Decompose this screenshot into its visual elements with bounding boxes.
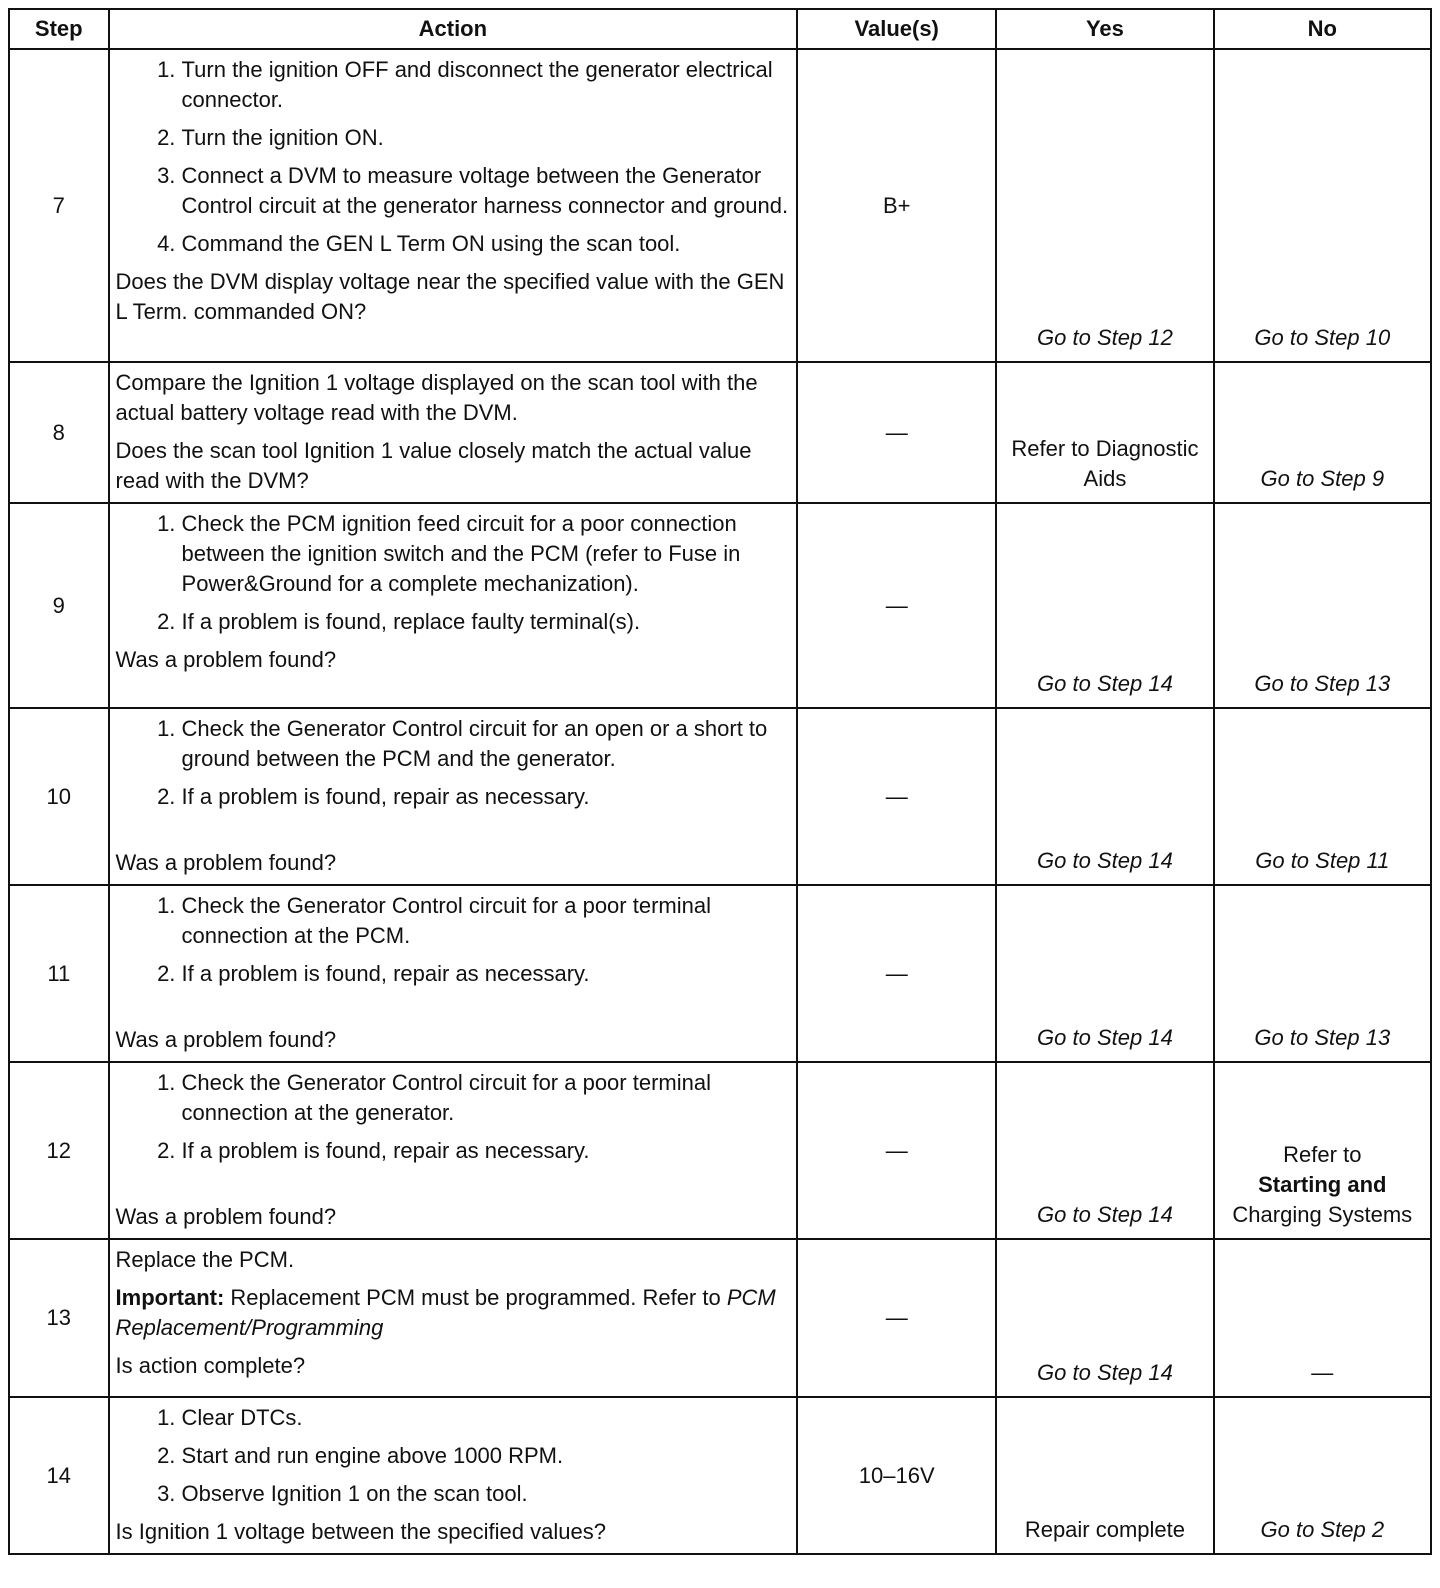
action-step: 1. Check the Generator Control circuit for an open or a short to ground between the PCM and the generator.: [182, 714, 791, 774]
header-action: Action: [109, 9, 798, 49]
no-refer-prefix: Refer to: [1283, 1142, 1362, 1167]
table-row: [9, 708, 1431, 885]
step-number: 13: [9, 1239, 109, 1397]
action-step: 1. Turn the ignition OFF and disconnect the generator electrical connector.: [182, 55, 791, 115]
action-cell: [109, 503, 798, 708]
value-cell: —: [797, 1239, 996, 1397]
yes-cell: Go to Step 14: [996, 885, 1213, 1062]
action-steps: [116, 55, 791, 259]
table-row: [9, 1239, 1431, 1397]
action-question: Is action complete?: [115, 1353, 306, 1378]
action-step: 2. Turn the ignition ON.: [182, 123, 791, 153]
action-steps: [116, 714, 791, 812]
important-label: Important:: [115, 1285, 225, 1310]
no-cell: —: [1214, 1239, 1431, 1397]
action-question: Does the scan tool Ignition 1 value closely match the actual value read with the DVM?: [115, 438, 752, 493]
value-cell: —: [797, 708, 996, 885]
action-cell: [109, 708, 798, 885]
table-row: [9, 1062, 1431, 1239]
step-number: 7: [9, 49, 109, 362]
important-text: Replacement PCM must be programmed. Refer to: [224, 1285, 727, 1310]
yes-cell: Go to Step 14: [996, 503, 1213, 708]
spacer: [116, 997, 791, 1025]
no-cell: Go to Step 10: [1214, 49, 1431, 362]
action-step: 2. If a problem is found, repair as necessary.: [182, 1136, 791, 1166]
action-cell: [109, 362, 798, 503]
action-question: Is Ignition 1 voltage between the specified values?: [115, 1519, 606, 1544]
action-step: 2. If a problem is found, repair as necessary.: [182, 782, 791, 812]
action-cell: [109, 1239, 798, 1397]
action-step: 1. Check the Generator Control circuit for a poor terminal connection at the PCM.: [182, 891, 791, 951]
step-number: 11: [9, 885, 109, 1062]
no-cell: Go to Step 13: [1214, 885, 1431, 1062]
no-cell: [1214, 1062, 1431, 1239]
table-row: [9, 49, 1431, 362]
no-cell: Go to Step 13: [1214, 503, 1431, 708]
action-step: 4. Command the GEN L Term ON using the scan tool.: [182, 229, 791, 259]
header-no: No: [1214, 9, 1431, 49]
action-cell: [109, 885, 798, 1062]
value-cell: 10–16V: [797, 1397, 996, 1554]
step-number: 14: [9, 1397, 109, 1554]
action-cell: [109, 1062, 798, 1239]
yes-cell: Repair complete: [996, 1397, 1213, 1554]
action-intro: Compare the Ignition 1 voltage displayed on the scan tool with the actual battery voltage read with the DVM.: [115, 370, 758, 425]
header-yes: Yes: [996, 9, 1213, 49]
diagnostic-table: [8, 8, 1432, 1555]
action-step: 2. Start and run engine above 1000 RPM.: [182, 1441, 791, 1471]
action-steps: [116, 891, 791, 989]
table-row: [9, 362, 1431, 503]
header-step: Step: [9, 9, 109, 49]
value-cell: —: [797, 362, 996, 503]
step-number: 10: [9, 708, 109, 885]
action-cell: [109, 1397, 798, 1554]
action-question: Was a problem found?: [115, 647, 337, 672]
action-steps: [116, 1068, 791, 1166]
spacer: [116, 1174, 791, 1202]
action-step: 2. If a problem is found, replace faulty terminal(s).: [182, 607, 791, 637]
table-row: [9, 885, 1431, 1062]
important-note: [116, 1283, 791, 1343]
yes-cell: Go to Step 12: [996, 49, 1213, 362]
action-question: Was a problem found?: [115, 1204, 337, 1229]
yes-cell: Refer to Diagnostic Aids: [996, 362, 1213, 503]
yes-cell: Go to Step 14: [996, 708, 1213, 885]
yes-cell: Go to Step 14: [996, 1062, 1213, 1239]
no-refer-suffix: Charging Systems: [1232, 1202, 1413, 1227]
action-step: 1. Clear DTCs.: [182, 1403, 791, 1433]
action-cell: [109, 49, 798, 362]
action-step: 1. Check the PCM ignition feed circuit for a poor connection between the ignition switch and the PCM (refer to Fuse in Power&Ground for a complete mechanization).: [182, 509, 791, 599]
yes-cell: Go to Step 14: [996, 1239, 1213, 1397]
value-cell: —: [797, 1062, 996, 1239]
table-row: [9, 503, 1431, 708]
action-steps: [116, 509, 791, 637]
action-intro: Replace the PCM.: [115, 1247, 295, 1272]
no-refer-section: Starting and: [1258, 1172, 1387, 1197]
action-steps: [116, 1403, 791, 1509]
step-number: 9: [9, 503, 109, 708]
action-step: 1. Check the Generator Control circuit for a poor terminal connection at the generator.: [182, 1068, 791, 1128]
value-cell: B+: [797, 49, 996, 362]
header-values: Value(s): [797, 9, 996, 49]
spacer: [116, 820, 791, 848]
no-cell: Go to Step 9: [1214, 362, 1431, 503]
step-number: 12: [9, 1062, 109, 1239]
action-question: Was a problem found?: [115, 1027, 337, 1052]
important-reference: PCM Replacement/Programming: [115, 1285, 776, 1340]
table-row: [9, 1397, 1431, 1554]
action-question: Was a problem found?: [115, 850, 337, 875]
action-step: 3. Connect a DVM to measure voltage between the Generator Control circuit at the generator harness connector and ground.: [182, 161, 791, 221]
step-number: 8: [9, 362, 109, 503]
value-cell: —: [797, 503, 996, 708]
no-cell: Go to Step 2: [1214, 1397, 1431, 1554]
action-question: Does the DVM display voltage near the specified value with the GEN L Term. commanded ON?: [115, 269, 785, 324]
action-step: 2. If a problem is found, repair as necessary.: [182, 959, 791, 989]
no-cell: Go to Step 11: [1214, 708, 1431, 885]
action-step: 3. Observe Ignition 1 on the scan tool.: [182, 1479, 791, 1509]
value-cell: —: [797, 885, 996, 1062]
header-row: [9, 9, 1431, 49]
